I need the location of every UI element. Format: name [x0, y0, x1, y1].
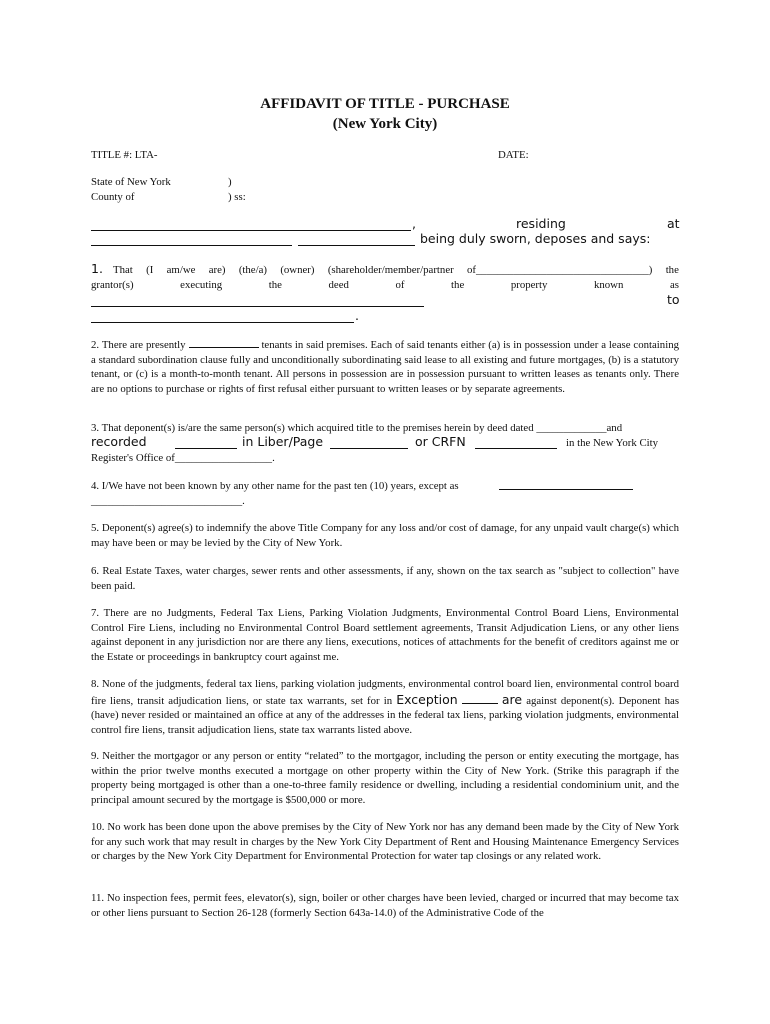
p1-number: 1. [91, 261, 103, 276]
state-label: State of New York [91, 176, 171, 188]
tenant-count-field[interactable] [189, 336, 259, 348]
p1-word: (the/a) [238, 264, 267, 276]
p8-text-b: against deponent(s). Deponent has (have) never resided or maintained an office at any of the addresses in the federal tax liens, parking violation judgments, environmental control fire liens, transit adjudication liens, state tax warrants listed above. [91, 694, 680, 736]
p1-word: known [593, 279, 624, 291]
residing-label: residing [516, 216, 566, 231]
p1-word: the [665, 264, 679, 276]
paragraph-10: 10. No work has been done upon the above premises by the City of New York nor has any demand been made by the City of New York for any such work that may result in charges by the New York City Department of Rent and Housing Maintenance Emergency Services or charges by the New York City Department for Environmental Protection for water tap closings or any related work. [91, 821, 679, 862]
document-title: AFFIDAVIT OF TITLE - PURCHASE [260, 96, 510, 112]
p4-text-a: 4. I/We have not been known by any other name for the past ten (10) years, except as [91, 480, 459, 492]
p3-crfn: or CRFN [415, 434, 466, 449]
p1-word: deed [328, 279, 349, 291]
paragraph-7: 7. There are no Judgments, Federal Tax Liens, Parking Violation Judgments, Environmental Control Board Liens, Environmental Control Fire Liens, including no Environmental Control Board settlement agreements, Transit Adjudication Liens, or any other liens against deponent in any jurisdiction nor are there any liens, executions, notices of attachments for the benefit of creditors against me or the Estate or proceedings in bankruptcy court against me. [91, 607, 679, 663]
p1-word: of________________________________) [467, 264, 653, 276]
p1-word: of [395, 279, 405, 291]
title-number-label: TITLE #: LTA- [91, 149, 158, 161]
other-name-field[interactable] [499, 478, 633, 490]
sworn-statement: being duly sworn, deposes and says: [420, 231, 651, 246]
p1-word: the [451, 279, 465, 291]
p1-word: (shareholder/member/partner [327, 264, 454, 276]
residence-city-field[interactable] [298, 234, 415, 246]
p1-word: (I [146, 264, 154, 276]
to-label: to [667, 292, 680, 307]
p3-register: Register's Office of__________________. [91, 452, 275, 464]
p3-city: in the New York City [566, 437, 659, 449]
p1-word: That [113, 264, 133, 276]
p1-word: executing [180, 279, 223, 291]
paragraph-2 [91, 336, 679, 396]
p1-period: . [355, 308, 359, 323]
paragraph-6: 6. Real Estate Taxes, water charges, sewer rents and other assessments, if any, shown on the tax search as "subject to collection" have been paid. [91, 565, 679, 592]
property-address-field[interactable] [91, 295, 424, 307]
p2-text-b: tenants in said premises. Each of said tenants either (a) is in possession under a lease containing a standard subordination clause fully and unconditionally subordinating said lease to all existing and future mortgages, (b) is a statutory tenant, or (c) is a month-to-month tenant. All persons in possession are in possession pursuant to written leases as tenants only. There are no options to purchase or rights of first refusal either pursuant to written leases or by separate agreements. [91, 339, 679, 395]
p1-word: am/we [166, 264, 196, 276]
comma: , [412, 216, 416, 231]
p1-word: the [268, 279, 282, 291]
p3-recorded: recorded [91, 434, 147, 449]
recorded-date-field[interactable] [175, 437, 237, 449]
p1-line2 [91, 278, 679, 293]
p8-text-a: 8. None of the judgments, federal tax liens, parking violation judgments, environmental control board lien, environmental control board fire liens, transit adjudication liens, or state tax warrants, set for in [91, 678, 679, 707]
grantee-field[interactable] [91, 311, 354, 323]
residence-address-field[interactable] [91, 234, 292, 246]
at-label: at [667, 216, 680, 231]
p3-liber: in Liber/Page [242, 434, 324, 449]
p3-text-a: 3. That deponent(s) is/are the same person(s) which acquired title to the premises herein by deed dated _____________and [91, 422, 623, 434]
p1-word: are) [208, 264, 226, 276]
liber-page-field[interactable] [330, 437, 408, 449]
exception-field[interactable] [462, 692, 498, 704]
deponent-name-field[interactable] [91, 219, 411, 231]
document-subtitle: (New York City) [332, 116, 438, 132]
p1-word: as [669, 279, 679, 291]
p1-word: grantor(s) [91, 279, 134, 291]
p1-word: (owner) [280, 264, 315, 276]
p2-text-a: 2. There are presently [91, 339, 186, 351]
p4-text-b: ____________________________. [91, 495, 245, 507]
p8-exception: Exception [396, 691, 458, 707]
p1-line1 [113, 263, 679, 278]
paragraph-8 [91, 677, 679, 737]
county-label: County of [91, 191, 135, 203]
paragraph-11: 11. No inspection fees, permit fees, elevator(s), sign, boiler or other charges have been levied, charged or incurred that may become tax or other liens pursuant to Section 26-128 (formerly Section 643a-14.0) of the Administrative Code of the [91, 892, 679, 919]
date-label: DATE: [498, 149, 529, 161]
state-bracket: ) [228, 176, 232, 188]
ss-label: ) ss: [228, 191, 246, 203]
p8-are: are [501, 691, 523, 707]
paragraph-9: 9. Neither the mortgagor or any person or entity “related” to the mortgagor, including the person or entity executing the mortgage, has within the prior twelve months executed a mortgage on other property within the City of New York. (Strike this paragraph if the property being mortgaged is other than a one-to-three family residence or dwelling, including a residential condominium unit, and the principal amount secured by the mortgage is $500,000 or more. [91, 750, 679, 806]
paragraph-5: 5. Deponent(s) agree(s) to indemnify the above Title Company for any loss and/or cost of damage, for any unpaid vault charge(s) which may have been or may be levied by the City of New York. [91, 522, 679, 549]
crfn-field[interactable] [475, 437, 557, 449]
p1-word: property [510, 279, 548, 291]
